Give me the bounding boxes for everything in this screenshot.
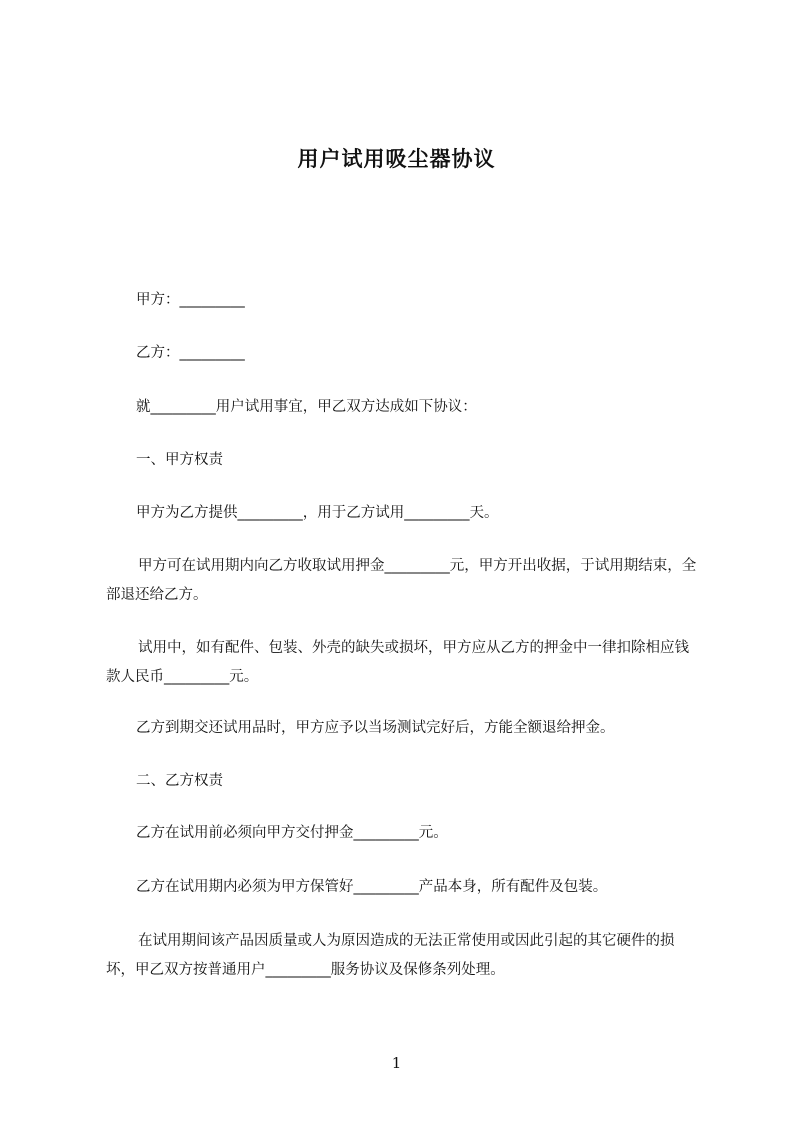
page-number: 1 — [391, 1054, 402, 1072]
clause-a-4: 乙方到期交还试用品时，甲方应予以当场测试完好后，方能全额退给押金。 — [136, 720, 615, 736]
intro-paragraph: 就_________用户试用事宜，甲乙双方达成如下协议： — [136, 399, 477, 415]
party-a-line: 甲方：_________ — [136, 292, 245, 308]
section-heading-party-a: 一、甲方权责 — [136, 452, 223, 468]
party-b-line: 乙方：_________ — [136, 345, 245, 361]
section-heading-party-b: 二、乙方权责 — [136, 773, 223, 789]
clause-a-1: 甲方为乙方提供_________，用于乙方试用_________天。 — [136, 505, 499, 521]
clause-b-3: 在试用期间该产品因质量或人为原因造成的无法正常使用或因此引起的其它硬件的损坏，甲乙双方按普通用户_________服务协议及保修条列处理。 — [106, 933, 675, 978]
clause-a-3: 试用中，如有配件、包装、外壳的缺失或损坏，甲方应从乙方的押金中一律扣除相应钱款人民币_________元。 — [106, 640, 689, 685]
clause-b-2: 乙方在试用期内必须为甲方保管好_________产品本身，所有配件及包装。 — [136, 879, 608, 895]
clause-a-2: 甲方可在试用期内向乙方收取试用押金_________元，甲方开出收据，于试用期结束，全部退还给乙方。 — [106, 558, 697, 603]
clause-b-1: 乙方在试用前必须向甲方交付押金_________元。 — [136, 825, 448, 841]
document-title: 用户试用吸尘器协议 — [297, 147, 496, 171]
